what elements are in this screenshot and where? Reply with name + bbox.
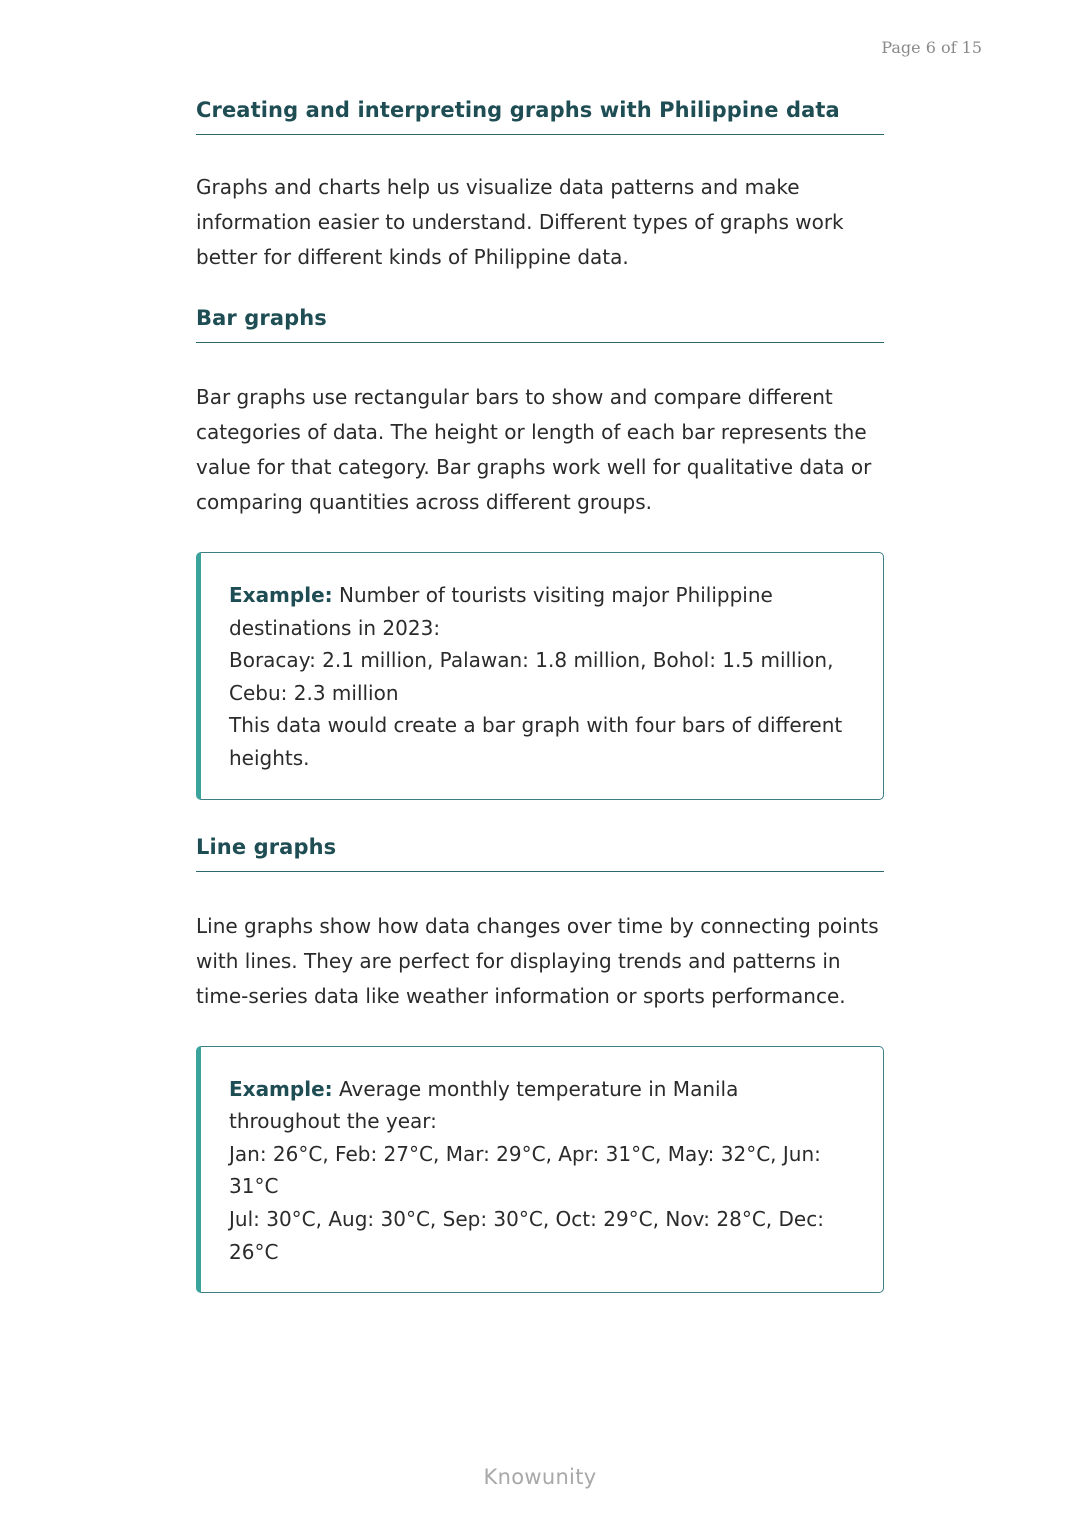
line-graphs-heading: Line graphs xyxy=(196,835,884,872)
line-graph-example-data-first-half: Jan: 26°C, Feb: 27°C, Mar: 29°C, Apr: 31°C, May: 32°C, Jun: 31°C xyxy=(229,1141,821,1199)
example-label: Example: xyxy=(229,583,333,607)
bar-graphs-paragraph: Bar graphs use rectangular bars to show and compare different categories of data. The height or length of each bar represents the value for that category. Bar graphs work well for qualitative data or comparing quantities across different groups. xyxy=(196,385,872,514)
line-graph-example-box xyxy=(196,1046,884,1294)
line-graph-example-intro xyxy=(229,1073,855,1138)
bar-graph-example-note: This data would create a bar graph with four bars of different heights. xyxy=(229,713,843,770)
bar-graph-example-data: Boracay: 2.1 million, Palawan: 1.8 million, Bohol: 1.5 million, Cebu: 2.3 million xyxy=(229,648,834,705)
bar-graphs-heading: Bar graphs xyxy=(196,306,884,343)
line-graphs-paragraph: Line graphs show how data changes over time by connecting points with lines. They are perfect for displaying trends and patterns in time-series data like weather information or sports performance. xyxy=(196,913,879,1008)
bar-graph-example-intro xyxy=(229,579,855,644)
example-label: Example: xyxy=(229,1076,333,1101)
page-number: Page 6 of 15 xyxy=(881,38,982,57)
page-title: Creating and interpreting graphs with Philippine data xyxy=(196,98,884,135)
brand-footer: Knowunity xyxy=(483,1465,597,1489)
bar-graph-example-box xyxy=(196,552,884,800)
line-graph-example-data-second-half: Jul: 30°C, Aug: 30°C, Sep: 30°C, Oct: 29°C, Nov: 28°C, Dec: 26°C xyxy=(229,1206,824,1264)
example-description: Number of tourists visiting major Philippine destinations in 2023: xyxy=(229,583,773,640)
intro-paragraph: Graphs and charts help us visualize data patterns and make information easier to understand. Different types of graphs work better for different kinds of Philippine data. xyxy=(196,175,844,269)
document-body xyxy=(196,98,884,1293)
example-description: Average monthly temperature in Manila throughout the year: xyxy=(229,1076,739,1134)
